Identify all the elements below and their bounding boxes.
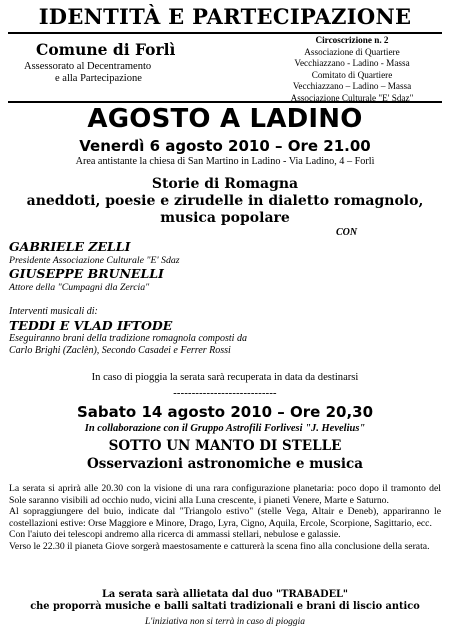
circoscrizione-line: Associazione Culturale "E' Sdaz" [290,92,414,103]
header-divider [8,32,442,34]
event2-collaboration: In collaborazione con il Gruppo Astrofili Forlivesi "J. Hevelius" [84,423,366,434]
con-label: CON [336,227,358,238]
description-paragraph: Con l'aiuto dei telescopi andremo alla ricerca di ammassi stellari, nebulose e galassie. [9,529,341,541]
circoscrizione-block [272,35,432,105]
music-description: Eseguiranno brani della tradizione romagnola composti da [9,333,247,344]
event2-date: Sabato 14 agosto 2010 – Ore 20,30 [76,403,374,421]
comune-name: Comune di Forlì [36,40,176,59]
section-divider [8,101,442,103]
story-subtitle: musica popolare [160,210,290,226]
performer-name: GIUSEPPE BRUNELLI [9,266,164,281]
dashed-separator: ---------------------------- [173,388,277,399]
music-description: Carlo Brighi (Zaclèn), Secondo Casadei e Ferrer Rossi [9,345,231,356]
circoscrizione-line: Vecchiazzano - Ladino - Massa [294,58,410,69]
event-place: Area antistante la chiesa di San Martino in Ladino - Via Ladino, 4 – Forlì [75,156,375,167]
circoscrizione-line: Associazione di Quartiere [304,46,400,57]
music-performers: TEDDI E VLAD IFTODE [9,318,173,333]
header-title: IDENTITÀ E PARTECIPAZIONE [38,4,412,29]
description-paragraph: Al sopraggiungere del buio, indicate dal "Triangolo estivo" (stelle Vega, Altair e Deneb), appariranno le costellazioni estive: Orse Maggiore e Minore, Drago, Lyra, Cigno, Aquila, Ercole, Scorpione, Sagittario, ecc. [9,506,441,529]
music-label: Interventi musicali di: [9,306,98,317]
event2-subtitle: Osservazioni astronomiche e musica [86,456,364,472]
description-paragraph: La serata si aprirà alle 20.30 con la visione di una rara configurazione planetaria: poco dopo il tramonto del Sole saranno visibili ad occhio nudo, vicini alla Luna crescente, i pianeti Venere, Marte e Saturno. [9,483,441,506]
circoscrizione-line: Vecchiazzano – Ladino – Massa [292,81,412,92]
story-subtitle: aneddoti, poesie e zirudelle in dialetto romagnolo, [26,193,424,209]
closing-line: La serata sarà allietata dal duo "TRABADEL" [101,589,349,600]
footer-note: L'iniziativa non si terrà in caso di pioggia [144,617,306,627]
closing-line: che proporrà musiche e balli saltati tradizionali e brani di liscio antico [30,601,420,612]
story-title: Storie di Romagna [151,176,299,192]
comune-department-line: e alla Partecipazione [55,73,142,84]
performer-name: GABRIELE ZELLI [9,239,131,254]
performer-role: Presidente Associazione Culturale "E' Sdaz [9,255,180,266]
performer-role: Attore della "Cumpagni dla Zercia" [9,282,150,293]
event-date: Venerdì 6 agosto 2010 – Ore 21.00 [79,137,371,155]
circoscrizione-title: Circoscrizione n. 2 [315,35,389,45]
event-title: AGOSTO A LADINO [87,104,363,134]
rain-note: In caso di pioggia la serata sarà recuperata in data da destinarsi [91,372,359,383]
event2-title: SOTTO UN MANTO DI STELLE [108,438,342,454]
comune-department-line: Assessorato al Decentramento [24,61,152,72]
event2-description [9,483,441,553]
description-paragraph: Verso le 22.30 il pianeta Giove sorgerà maestosamente e catturerà la scena fino alla conclusione della serata. [9,540,430,552]
circoscrizione-line: Comitato di Quartiere [311,69,393,80]
